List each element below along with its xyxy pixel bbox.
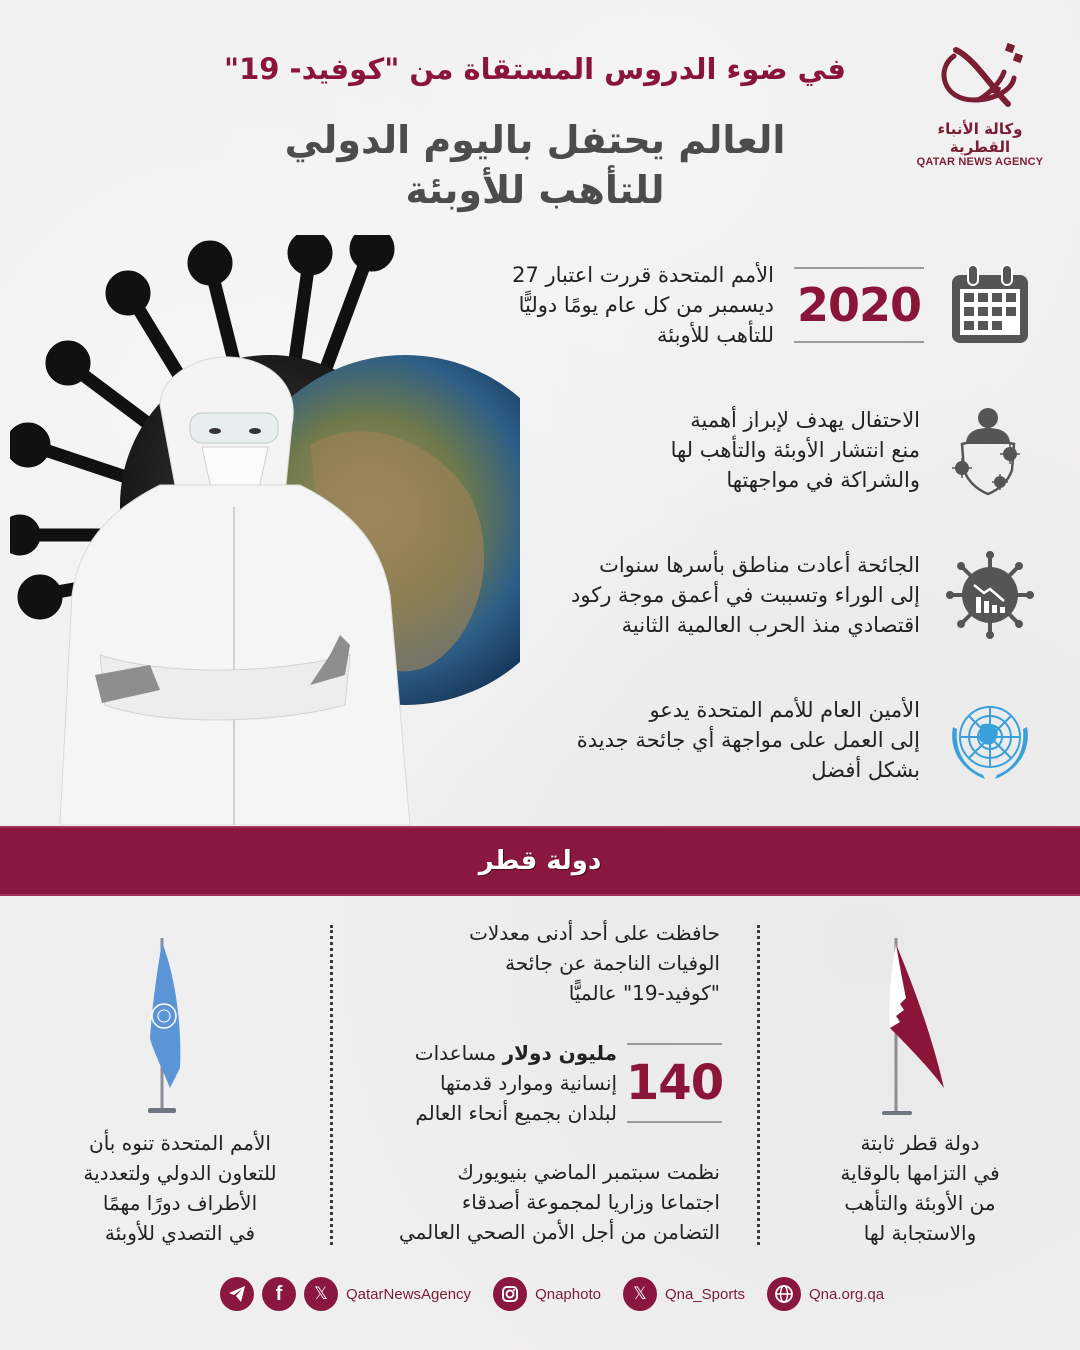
text-line: إنسانية وموارد قدمتها [439,1071,617,1095]
text-line: نظمت سبتمبر الماضي بنيويورك [457,1160,720,1184]
text-line: في التصدي للأوبئة [104,1221,256,1245]
aid-unit-bold: مليون دولار [502,1041,617,1065]
calendar-icon [940,255,1040,355]
facebook-icon[interactable]: f [262,1277,296,1311]
logo-name-arabic: وكالة الأنباء القطرية [937,120,1023,156]
un-emblem-icon [940,690,1040,790]
qatar-flag-image [860,938,970,1118]
handle-website[interactable]: Qna.org.qa [809,1285,885,1303]
text-line: الأمم المتحدة تنوه بأن [89,1131,271,1155]
page-title [200,115,870,215]
fact-text [571,550,940,640]
text-line [415,1038,617,1068]
fact-text [512,260,794,350]
un-flag-image [130,938,200,1118]
fact-line: والشراكة في مواجهتها [726,468,920,492]
text-line: لبلدان بجميع أنحاء العالم [415,1101,617,1125]
banner-title: دولة قطر [478,846,602,876]
text-line: الوفيات الناجمة عن جائحة [505,951,720,975]
un-statement-text [40,1128,320,1248]
fact-line: الجائحة أعادت مناطق بأسرها سنوات [599,553,920,577]
ministerial-meeting-text [340,1157,720,1247]
virus-chart-decline-icon [940,545,1040,645]
person-shield-virus-icon [940,400,1040,500]
fact-text [577,695,940,785]
text-line: من الأوبئة والتأهب [844,1191,996,1215]
dotted-divider [757,925,760,1245]
fact-line: منع انتشار الأوبئة والتأهب لها [670,438,920,462]
telegram-icon[interactable] [220,1277,254,1311]
fact-text [671,405,940,495]
fact-line: بشكل أفضل [811,758,920,782]
fact-row-un-secretary-general [470,685,1040,795]
instagram-icon[interactable] [493,1277,527,1311]
text-line: في التزامها بالوقاية [840,1161,1000,1185]
year-badge: 2020 [794,267,924,343]
text-line: للتعاون الدولي ولتعددية [83,1161,277,1185]
aid-amount-number: 140 [627,1043,722,1123]
logo-name-english: QATAR NEWS AGENCY [916,156,1044,168]
fact-row-un-decision [440,250,1040,360]
fact-line: إلى الوراء وتسببت في أعمق موجة ركود [571,583,920,607]
text-line: اجتماعا وزاريا لمجموعة أصدقاء [461,1190,720,1214]
text-line: "كوفيد-19" عالميًّا [568,981,720,1005]
title-line-1: العالم يحتفل باليوم الدولي [284,118,786,162]
x-icon[interactable]: 𝕏 [304,1277,338,1311]
qatar-commitment-text [800,1128,1040,1248]
mortality-rate-text [380,918,720,1008]
section-banner [0,826,1080,896]
fact-line: الأمم المتحدة قررت اعتبار 27 [512,263,774,287]
x-icon[interactable]: 𝕏 [623,1277,657,1311]
aid-stat-block [372,1038,722,1128]
dotted-divider [330,925,333,1245]
fact-row-economic-impact [470,540,1040,650]
fact-line: للتأهب للأوبئة [657,323,774,347]
text-fragment: مساعدات [414,1041,503,1065]
text-line: التضامن من أجل الأمن الصحي العالمي [398,1220,720,1244]
text-line: حافظت على أحد أدنى معدلات [469,921,720,945]
handle-qnaphoto[interactable]: Qnaphoto [535,1285,601,1303]
fact-line: إلى العمل على مواجهة أي جائحة جديدة [576,728,920,752]
text-line: والاستجابة لها [863,1221,977,1245]
fact-line: الأمين العام للأمم المتحدة يدعو [649,698,920,722]
title-line-2: للتأهب للأوبئة [405,168,665,212]
handle-qatarnewsagency[interactable]: QatarNewsAgency [346,1285,472,1303]
social-footer [220,1276,898,1312]
aid-text [415,1038,627,1128]
text-line: دولة قطر ثابتة [860,1131,980,1155]
fact-line: ديسمبر من كل عام يومًا دوليًّا [518,293,774,317]
globe-icon[interactable] [767,1277,801,1311]
qna-logo [905,38,1055,168]
fact-line: الاحتفال يهدف لإبراز أهمية [690,408,920,432]
fact-row-celebration-goal [520,395,1040,505]
fact-line: اقتصادي منذ الحرب العالمية الثانية [621,613,920,637]
handle-qna-sports[interactable]: Qna_Sports [664,1285,745,1303]
page-subtitle: في ضوء الدروس المستقاة من "كوفيد- 19" [223,52,847,86]
text-line: الأطراف دورًا مهمًا [102,1191,258,1215]
qna-emblem-icon [934,38,1026,118]
